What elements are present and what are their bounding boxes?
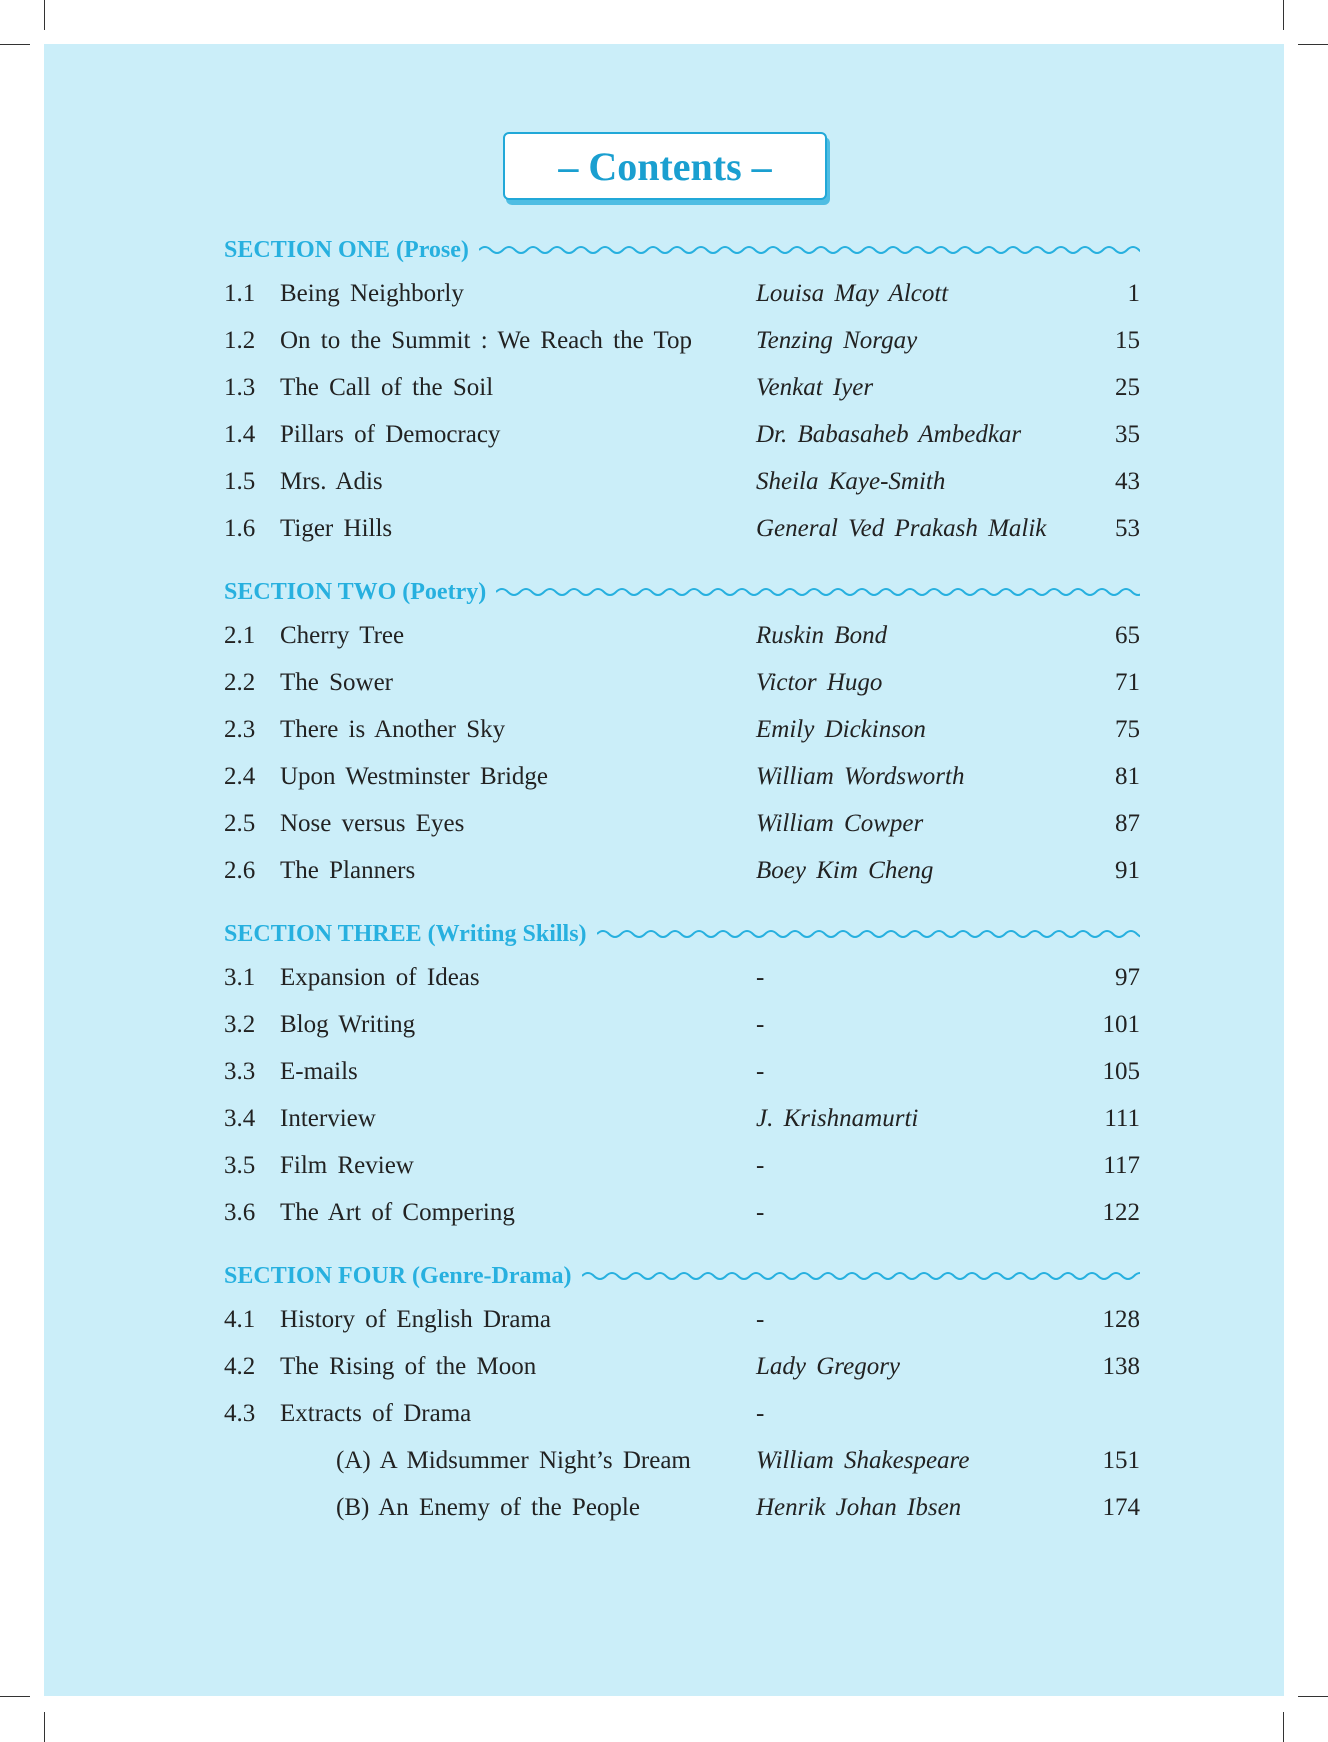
entry-number: 3.2 [224,1010,256,1038]
entry-page: 43 [1115,467,1140,495]
entry-author: Boey Kim Cheng [756,856,934,884]
entry-title: The Art of Compering [280,1198,515,1226]
page-title: – Contents – [558,143,772,189]
entry-page: 138 [1102,1352,1140,1380]
entry-title: (B) An Enemy of the People [336,1493,640,1521]
entry-number: 2.4 [224,762,256,790]
entry-title: Mrs. Adis [280,467,383,495]
toc-entry [224,612,1140,659]
entry-title: Extracts of Drama [280,1399,472,1427]
entry-number: 3.3 [224,1057,256,1085]
crop-mark [1298,44,1328,45]
toc-entry [224,659,1140,706]
entry-author: Tenzing Norgay [756,326,918,354]
entry-page: 87 [1115,809,1140,837]
entry-page: 25 [1115,373,1140,401]
toc-entry [224,1189,1140,1236]
entry-page: 65 [1115,621,1140,649]
entry-author: - [756,1057,765,1085]
entry-title: E-mails [280,1057,358,1085]
section-heading-text: SECTION ONE (Prose) [224,236,469,263]
entry-page: 122 [1102,1198,1140,1226]
section-heading [224,572,1140,612]
toc-entry [224,753,1140,800]
section-heading-text: SECTION TWO (Poetry) [224,578,487,605]
entry-number: 1.2 [224,326,256,354]
entry-title: Cherry Tree [280,621,405,649]
wavy-divider-icon [597,927,1140,941]
toc-entry [224,1343,1140,1390]
entry-page: 71 [1115,668,1140,696]
crop-mark [44,0,45,30]
toc-entry [224,1142,1140,1189]
entry-page: 75 [1115,715,1140,743]
crop-mark [1298,1696,1328,1697]
toc-section [224,1256,1140,1531]
toc-entry [224,706,1140,753]
wavy-divider-icon [582,1269,1140,1283]
toc-entry [224,847,1140,894]
entry-title: The Planners [280,856,416,884]
entry-number: 4.1 [224,1305,256,1333]
entry-author: - [756,1151,765,1179]
entry-title: Expansion of Ideas [280,963,480,991]
table-of-contents [224,230,1140,1551]
wavy-divider-icon [496,585,1140,599]
entry-title: On to the Summit : We Reach the Top [280,326,692,354]
entry-author: Venkat Iyer [756,373,874,401]
entry-number: 1.4 [224,420,256,448]
entry-page: 53 [1115,514,1140,542]
entry-number: 1.6 [224,514,256,542]
toc-entry [224,954,1140,1001]
toc-entry [224,505,1140,552]
entry-title: Being Neighborly [280,279,464,307]
entry-page: 105 [1102,1057,1140,1085]
entry-page: 151 [1102,1446,1140,1474]
entry-author: J. Krishnamurti [756,1104,919,1132]
entry-author: Sheila Kaye-Smith [756,467,946,495]
entry-number: 2.3 [224,715,256,743]
entry-title: The Sower [280,668,393,696]
entry-page: 35 [1115,420,1140,448]
entry-author: - [756,963,765,991]
section-heading-text: SECTION FOUR (Genre-Drama) [224,1262,572,1289]
entry-number: 3.6 [224,1198,256,1226]
entry-title: Tiger Hills [280,514,393,542]
entry-page: 128 [1102,1305,1140,1333]
entry-author: Victor Hugo [756,668,883,696]
entry-title: The Rising of the Moon [280,1352,537,1380]
entry-author: Henrik Johan Ibsen [756,1493,962,1521]
toc-section [224,914,1140,1236]
entry-page: 101 [1102,1010,1140,1038]
entry-page: 97 [1115,963,1140,991]
entry-author: Lady Gregory [756,1352,901,1380]
entry-number: 2.1 [224,621,256,649]
entry-title: The Call of the Soil [280,373,494,401]
entry-author: - [756,1198,765,1226]
crop-mark [1283,1712,1284,1742]
crop-mark [0,1696,30,1697]
toc-entry [224,458,1140,505]
crop-mark [1283,0,1284,30]
entry-author: William Shakespeare [756,1446,970,1474]
entry-author: Emily Dickinson [756,715,926,743]
toc-entry [224,1048,1140,1095]
crop-mark [44,1712,45,1742]
section-heading [224,230,1140,270]
entry-title: Upon Westminster Bridge [280,762,548,790]
entry-page: 81 [1115,762,1140,790]
entry-title: Blog Writing [280,1010,416,1038]
toc-entry [224,1390,1140,1437]
entry-number: 4.2 [224,1352,256,1380]
entry-page: 117 [1103,1151,1140,1179]
entry-title: Pillars of Democracy [280,420,501,448]
entry-page: 1 [1127,279,1140,307]
entry-author: William Wordsworth [756,762,965,790]
entry-author: - [756,1399,765,1427]
entry-title: (A) A Midsummer Night’s Dream [336,1446,691,1474]
entry-number: 1.5 [224,467,256,495]
section-heading [224,914,1140,954]
toc-entry [224,1437,1140,1484]
entry-page: 174 [1102,1493,1140,1521]
section-heading [224,1256,1140,1296]
entry-number: 1.3 [224,373,256,401]
entry-title: Nose versus Eyes [280,809,465,837]
entry-title: Interview [280,1104,376,1132]
contents-title-box [503,132,827,200]
entry-author: Louisa May Alcott [756,279,949,307]
entry-number: 1.1 [224,279,256,307]
toc-entry [224,800,1140,847]
section-heading-text: SECTION THREE (Writing Skills) [224,920,587,947]
toc-entry [224,317,1140,364]
toc-entry [224,1001,1140,1048]
entry-author: - [756,1010,765,1038]
entry-page: 111 [1104,1104,1140,1132]
toc-entry [224,1484,1140,1531]
entry-number: 3.4 [224,1104,256,1132]
entry-number: 2.6 [224,856,256,884]
entry-author: - [756,1305,765,1333]
entry-author: William Cowper [756,809,924,837]
entry-number: 2.5 [224,809,256,837]
toc-entry [224,1095,1140,1142]
entry-author: General Ved Prakash Malik [756,514,1047,542]
toc-section [224,230,1140,552]
entry-number: 3.1 [224,963,256,991]
entry-title: There is Another Sky [280,715,506,743]
entry-title: History of English Drama [280,1305,551,1333]
toc-entry [224,364,1140,411]
toc-entry [224,1296,1140,1343]
entry-page: 15 [1115,326,1140,354]
entry-number: 2.2 [224,668,256,696]
toc-entry [224,270,1140,317]
toc-section [224,572,1140,894]
entry-author: Ruskin Bond [756,621,888,649]
entry-title: Film Review [280,1151,414,1179]
entry-page: 91 [1115,856,1140,884]
entry-author: Dr. Babasaheb Ambedkar [756,420,1022,448]
entry-number: 4.3 [224,1399,256,1427]
entry-number: 3.5 [224,1151,256,1179]
wavy-divider-icon [479,243,1140,257]
toc-entry [224,411,1140,458]
crop-mark [0,44,30,45]
